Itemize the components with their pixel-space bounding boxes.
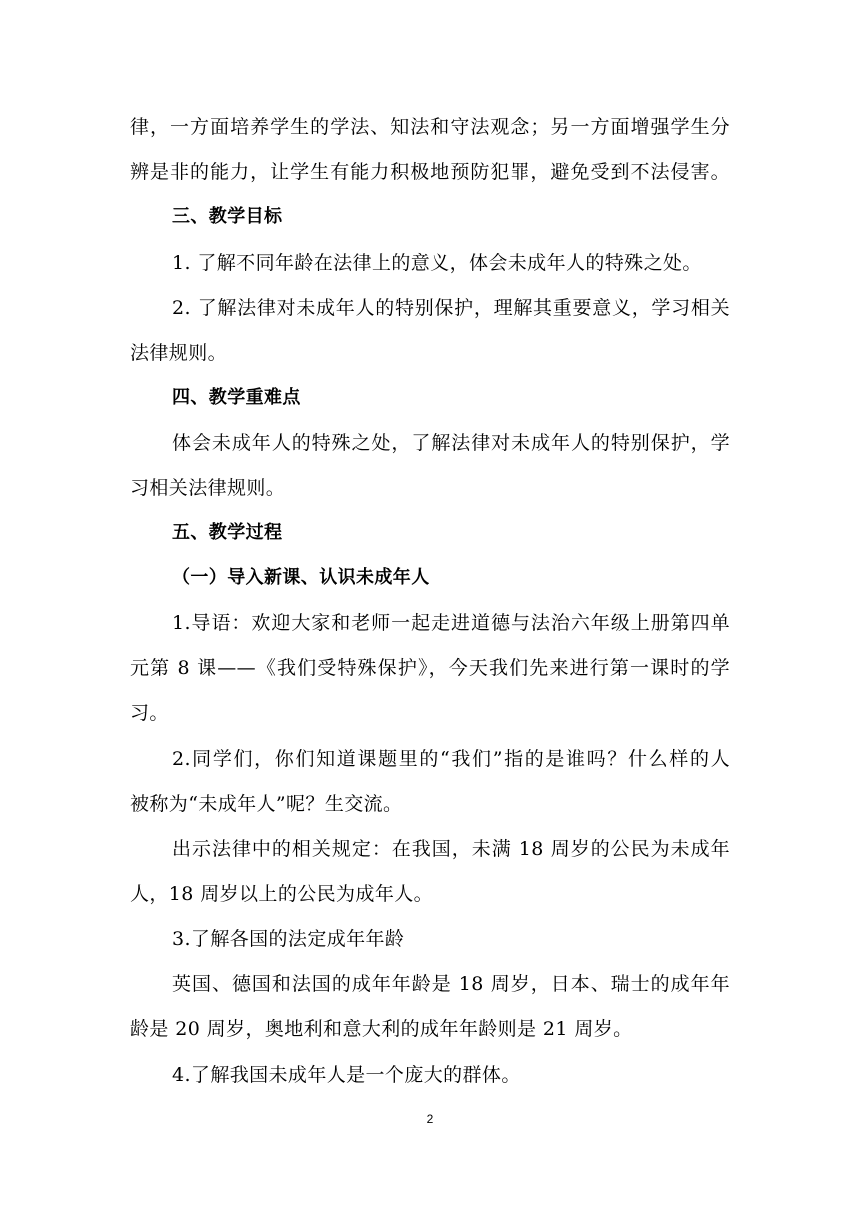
page-number: 2 — [426, 1112, 434, 1126]
paragraph-line: 习相关法律规则。 — [130, 477, 286, 499]
section-heading: 三、教学目标 — [172, 206, 283, 227]
paragraph-line: 被称为“未成年人”呢？生交流。 — [130, 793, 403, 815]
paragraph-line: 法律规则。 — [130, 342, 228, 364]
paragraph-line: 1. 了解不同年龄在法律上的意义，体会未成年人的特殊之处。 — [172, 252, 702, 274]
section-heading: 五、教学过程 — [172, 522, 283, 543]
paragraph-line: 2. 了解法律对未成年人的特别保护，理解其重要意义，学习相关 — [172, 297, 730, 319]
paragraph-line: 律，一方面培养学生的学法、知法和守法观念；另一方面增强学生分 — [130, 116, 730, 138]
subsection-heading: （一）导入新课、认识未成年人 — [172, 567, 430, 588]
paragraph-line: 体会未成年人的特殊之处，了解法律对未成年人的特别保护，学 — [172, 432, 730, 454]
paragraph-line: 辨是非的能力，让学生有能力积极地预防犯罪，避免受到不法侵害。 — [130, 161, 730, 183]
paragraph-line: 英国、德国和法国的成年年龄是 18 周岁，日本、瑞士的成年年 — [172, 973, 730, 995]
paragraph-line: 2.同学们，你们知道课题里的“我们”指的是谁吗？什么样的人 — [172, 748, 730, 770]
paragraph-line: 人，18 周岁以上的公民为成年人。 — [130, 883, 434, 905]
paragraph-line: 出示法律中的相关规定：在我国，未满 18 周岁的公民为未成年 — [172, 838, 730, 860]
paragraph-line: 3.了解各国的法定成年年龄 — [172, 928, 405, 950]
paragraph-line: 元第 8 课——《我们受特殊保护》，今天我们先来进行第一课时的学 — [130, 657, 730, 679]
paragraph-line: 习。 — [130, 702, 169, 724]
section-heading: 四、教学重难点 — [172, 387, 301, 408]
paragraph-line: 1.导语：欢迎大家和老师一起走进道德与法治六年级上册第四单 — [172, 612, 730, 634]
paragraph-line: 龄是 20 周岁，奥地利和意大利的成年年龄则是 21 周岁。 — [130, 1018, 633, 1040]
paragraph-line: 4.了解我国未成年人是一个庞大的群体。 — [172, 1064, 521, 1086]
